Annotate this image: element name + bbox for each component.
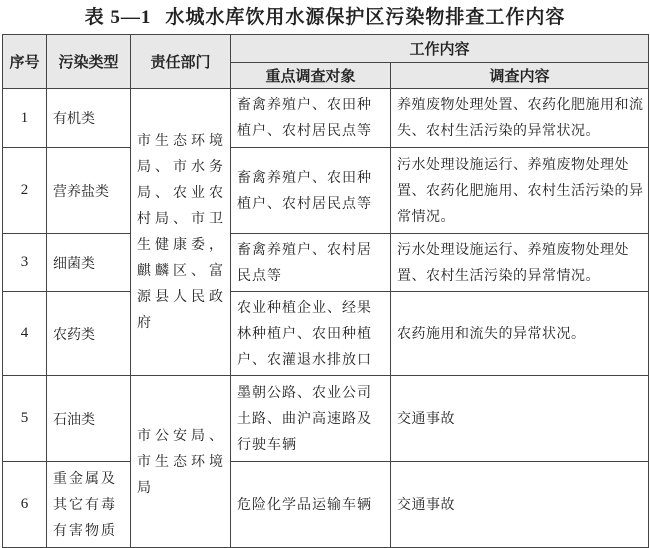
row-object: 畜禽养殖户、农田种植户、农村居民点等 bbox=[231, 89, 391, 148]
header-dept: 责任部门 bbox=[131, 35, 231, 89]
row-content: 交通事故 bbox=[391, 376, 649, 462]
table-row bbox=[3, 376, 649, 462]
row-object: 危险化学品运输车辆 bbox=[231, 462, 391, 548]
row-object: 墨朝公路、农业公司土路、曲沪高速路及行驶车辆 bbox=[231, 376, 391, 462]
row-no: 4 bbox=[3, 292, 47, 376]
row-type: 细菌类 bbox=[47, 234, 131, 292]
table-row bbox=[3, 292, 649, 376]
header-content: 调查内容 bbox=[391, 63, 649, 89]
responsible-dept: 市生态环境局、市水务局、农业农村局、市卫生健康委，麒麟区、富源县人民政府 bbox=[131, 89, 231, 376]
header-object: 重点调查对象 bbox=[231, 63, 391, 89]
row-no: 5 bbox=[3, 376, 47, 462]
table-row bbox=[3, 462, 649, 548]
row-type: 有机类 bbox=[47, 89, 131, 148]
table-row bbox=[3, 234, 649, 292]
row-type: 重金属及其它有毒有害物质 bbox=[47, 462, 131, 548]
table-number: 表 5—1 bbox=[84, 7, 152, 28]
row-type: 营养盐类 bbox=[47, 148, 131, 234]
row-content: 农药施用和流失的异常状况。 bbox=[391, 292, 649, 376]
table-row bbox=[3, 89, 649, 148]
row-type: 农药类 bbox=[47, 292, 131, 376]
pollution-survey-table bbox=[2, 34, 649, 548]
header-no: 序号 bbox=[3, 35, 47, 89]
row-no: 2 bbox=[3, 148, 47, 234]
row-content: 养殖废物处理处置、农药化肥施用和流失、农村生活污染的异常状况。 bbox=[391, 89, 649, 148]
table-row bbox=[3, 148, 649, 234]
row-content: 污水处理设施运行、养殖废物处理处置、农村生活污染的异常情况。 bbox=[391, 234, 649, 292]
row-no: 3 bbox=[3, 234, 47, 292]
row-object: 畜禽养殖户、农村居民点等 bbox=[231, 234, 391, 292]
header-work: 工作内容 bbox=[231, 35, 649, 63]
row-object: 农业种植企业、经果林种植户、农田种植户、农灌退水排放口 bbox=[231, 292, 391, 376]
row-object: 畜禽养殖户、农田种植户、农村居民点等 bbox=[231, 148, 391, 234]
row-type: 石油类 bbox=[47, 376, 131, 462]
responsible-dept: 市公安局、市生态环境局 bbox=[131, 376, 231, 548]
row-no: 6 bbox=[3, 462, 47, 548]
table-title: 水城水库饮用水源保护区污染物排查工作内容 bbox=[165, 6, 566, 28]
row-content: 污水处理设施运行、养殖废物处理处置、农药化肥施用、农村生活污染的异常情况。 bbox=[391, 148, 649, 234]
row-content: 交通事故 bbox=[391, 462, 649, 548]
row-no: 1 bbox=[3, 89, 47, 148]
table-caption bbox=[0, 2, 650, 32]
header-type: 污染类型 bbox=[47, 35, 131, 89]
